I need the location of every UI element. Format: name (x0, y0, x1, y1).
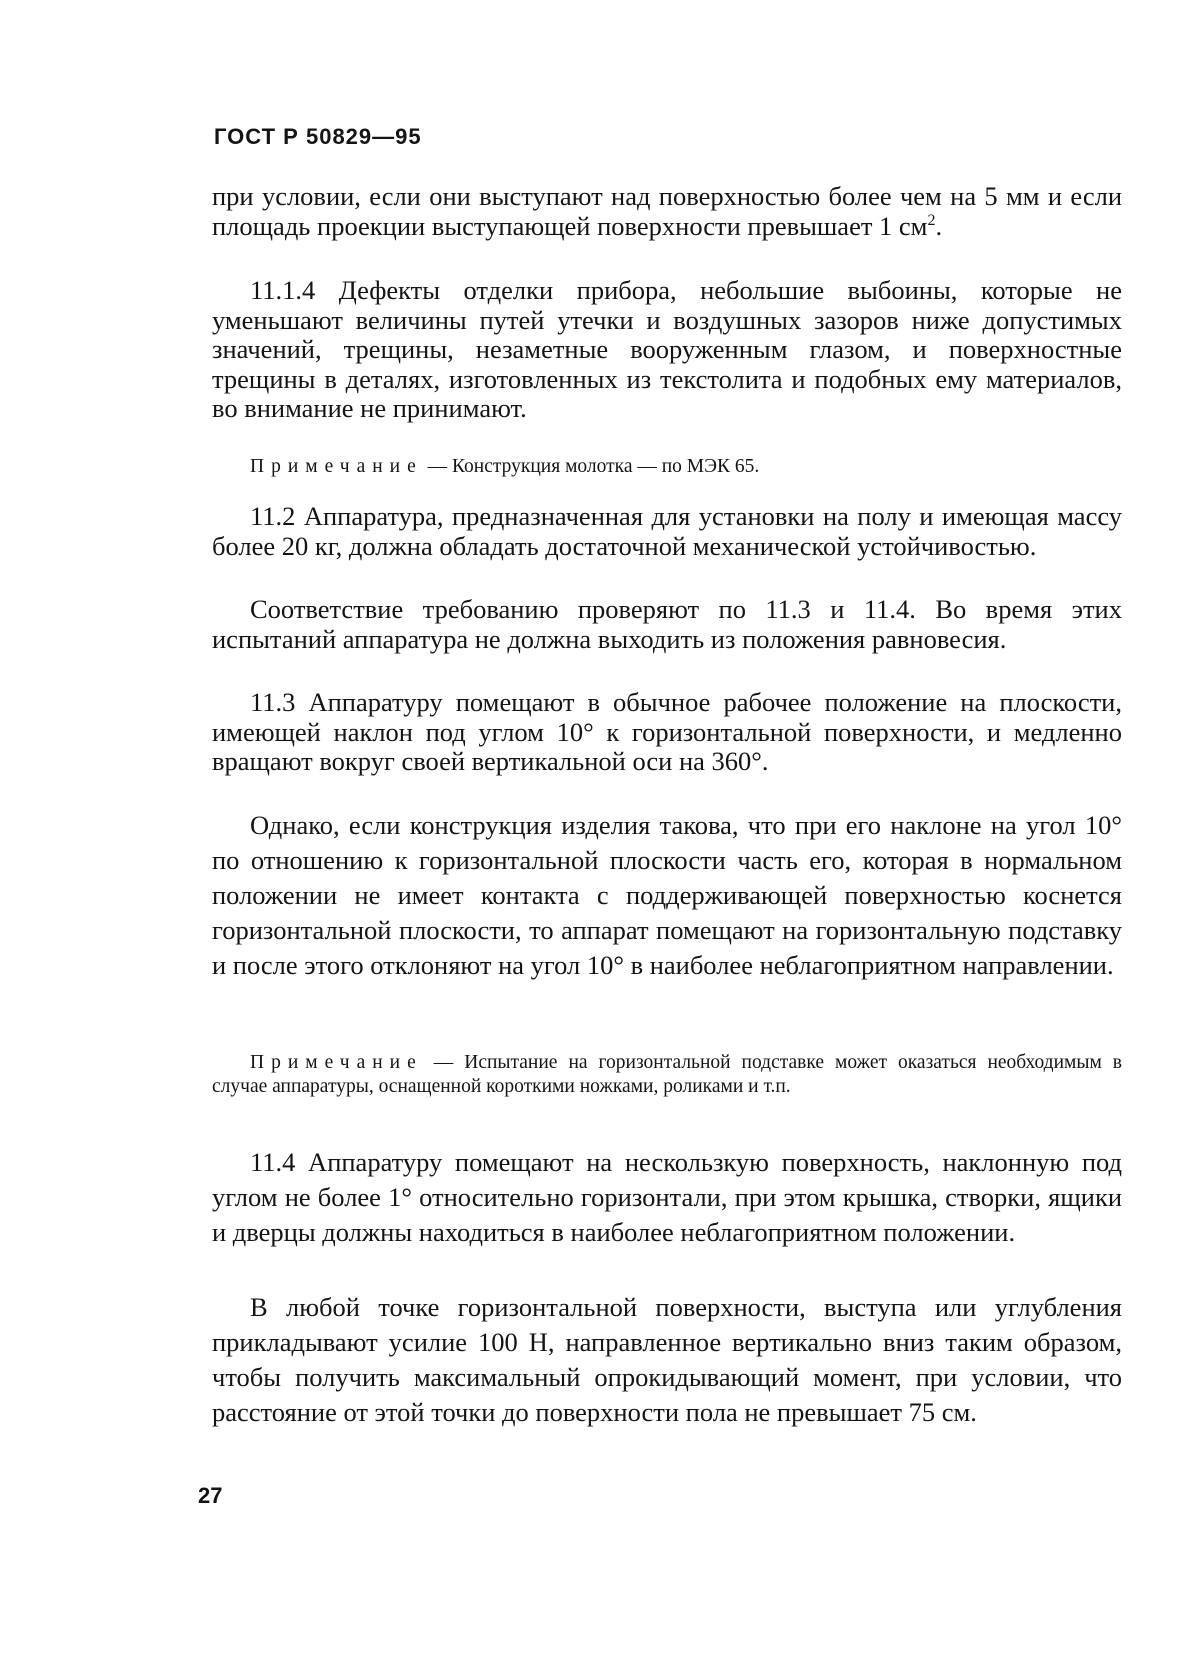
note-2 (212, 1051, 1122, 1099)
paragraph-11-1-4 (212, 276, 1122, 424)
note-text (212, 1051, 1122, 1099)
paragraph-text (212, 182, 1122, 241)
paragraph-body: при условии, если они выступают над поверхностью более чем на 5 мм и если площадь проекции выступающей поверхности превышает 1 см (212, 181, 1122, 241)
paragraph-compliance (212, 595, 1122, 654)
paragraph-however (212, 808, 1122, 983)
paragraph-11-2 (212, 502, 1122, 561)
document-header: ГОСТ Р 50829—95 (214, 124, 422, 149)
note-body: — Конструкция молотка — по МЭК 65. (422, 456, 760, 477)
note-1 (212, 455, 1122, 479)
paragraph-text: В любой точке горизонтальной поверхности, выступа или углубления прикладывают усилие 100 Н, направленное вертикально вниз таким образом, чтобы получить максимальный опрокидывающий момент, при условии, что расстояние от этой точки до поверхности пола не превышает 75 см. (212, 1292, 1122, 1427)
paragraph-continuation (212, 182, 1122, 241)
paragraph-end: . (935, 210, 943, 241)
paragraph-text: 11.1.4 Дефекты отделки прибора, небольшие выбоины, которые не уменьшают величины путей утечки и воздушных зазоров ниже допустимых значений, трещины, незаметные вооруженным глазом, и поверхностные трещины в деталях, изготовленных из текстолита и подобных ему материалов, во внимание не принимают. (212, 275, 1122, 423)
paragraph-force (212, 1290, 1122, 1430)
paragraph-11-4 (212, 1145, 1122, 1250)
paragraph-text: 11.3 Аппаратуру помещают в обычное рабочее положение на плоскости, имеющей наклон под углом 10° к горизонтальной поверхности, и медленно вращают вокруг своей вертикальной оси на 360°. (212, 687, 1122, 776)
page-number: 27 (198, 1483, 223, 1508)
note-label: Примечание (250, 456, 423, 477)
paragraph-text: 11.2 Аппаратура, предназначенная для установки на полу и имеющая массу более 20 кг, должна обладать достаточной механической устойчивостью. (212, 501, 1122, 561)
paragraph-text: Соответствие требованию проверяют по 11.3 и 11.4. Во время этих испытаний аппаратура не должна выходить из положения равновесия. (212, 594, 1122, 654)
note-body: — Испытание на горизонтальной подставке может оказаться необходимым в случае аппаратуры, оснащенной короткими ножками, роликами и т.п. (212, 1052, 1122, 1097)
paragraph-text: Однако, если конструкция изделия такова, что при его наклоне на угол 10° по отношению к горизонтальной плоскости часть его, которая в нормальном положении не имеет контакта с поддерживающей поверхностью коснется горизонтальной плоскости, то аппарат помещают на горизонтальную подставку и после этого отклоняют на угол 10° в наиболее неблагоприятном направлении. (212, 810, 1122, 980)
paragraph-text: 11.4 Аппаратуру помещают на нескользкую поверхность, наклонную под углом не более 1° относительно горизонтали, при этом крышка, створки, ящики и дверцы должны находиться в наиболее неблагоприятном положении. (212, 1147, 1122, 1247)
paragraph-11-3 (212, 688, 1122, 777)
note-text (212, 455, 1122, 479)
note-label: Примечание (250, 1052, 423, 1073)
superscript: 2 (927, 211, 936, 229)
